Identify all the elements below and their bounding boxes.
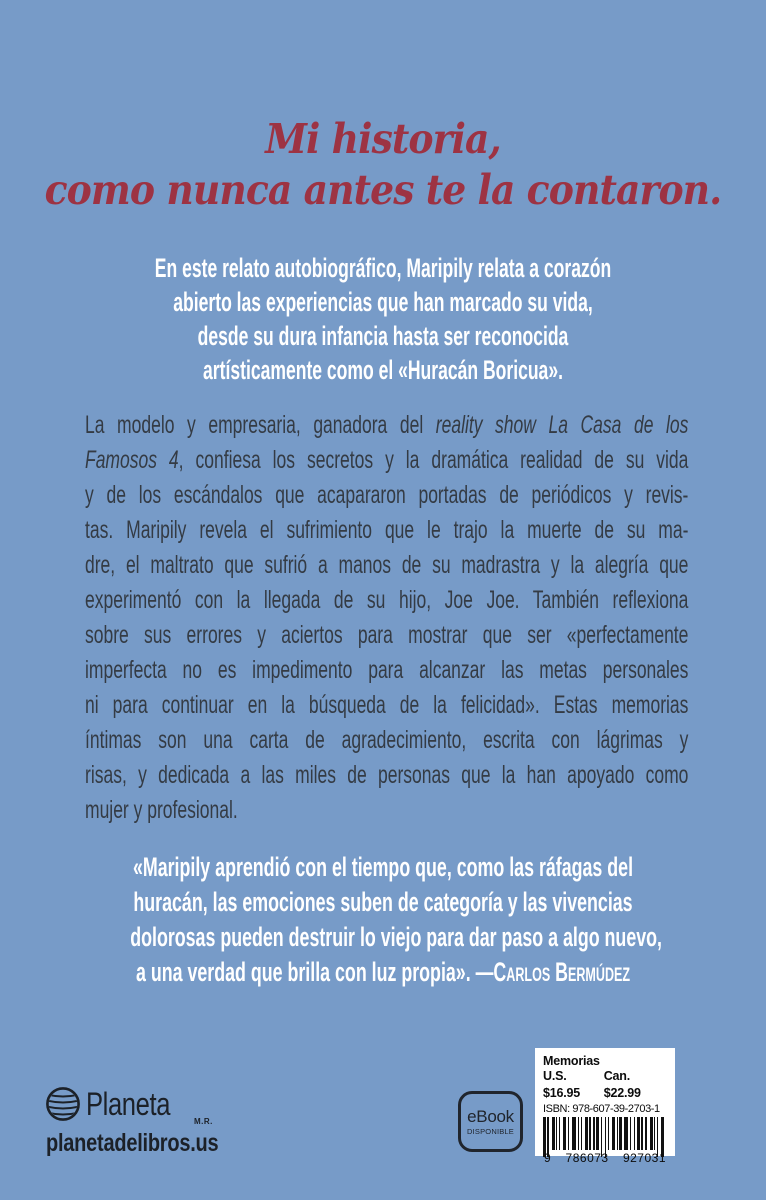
text-line: risas, y dedicada a las miles de personas que la han apoyado como bbox=[85, 761, 689, 789]
ebook-badge bbox=[458, 1091, 523, 1152]
text-line: En este relato autobiográfico, Maripily relata a corazón bbox=[154, 253, 612, 283]
text-line: tas. Maripily revela el sufrimiento que le trajo la muerte de su ma- bbox=[85, 516, 689, 544]
text-line: experimentó con la llegada de su hijo, Joe Joe. También reflexiona bbox=[85, 586, 689, 614]
barcode-bar bbox=[617, 1117, 618, 1150]
barcode-bar bbox=[589, 1117, 590, 1150]
barcode-bar bbox=[596, 1117, 599, 1150]
barcode-bar bbox=[624, 1117, 628, 1150]
text-line: abierto las experiencias que han marcado su vida, bbox=[173, 287, 593, 317]
barcode-bar bbox=[581, 1117, 582, 1150]
price-can: Can. $22.99 bbox=[603, 1069, 641, 1100]
intro-paragraph bbox=[0, 251, 766, 387]
price-us: U.S. $16.95 bbox=[543, 1069, 581, 1100]
publisher-website: planetadelibros.us bbox=[46, 1129, 219, 1157]
barcode-bar bbox=[634, 1117, 635, 1150]
barcode-digits bbox=[543, 1152, 667, 1164]
barcode-digit-lead: 9 bbox=[544, 1151, 552, 1165]
barcode-bar bbox=[556, 1117, 557, 1150]
pull-quote bbox=[0, 850, 766, 990]
isbn-label: ISBN: 978-607-39-2703-1 bbox=[543, 1103, 660, 1115]
barcode-bar bbox=[630, 1117, 631, 1150]
text-line: huracán, las emociones suben de categoría y las vivencias bbox=[133, 887, 633, 917]
barcode-bar bbox=[585, 1117, 588, 1150]
text-line: dolorosas pueden destruir lo viejo para dar paso a algo nuevo, bbox=[130, 922, 662, 952]
text-line: íntimas son una carta de agradecimiento, escrita con lágrimas y bbox=[85, 726, 689, 754]
barcode-digit-group2: 927031 bbox=[622, 1151, 666, 1165]
barcode-bar bbox=[559, 1117, 560, 1150]
tagline bbox=[0, 114, 766, 216]
barcode-bar bbox=[654, 1117, 655, 1150]
price-row bbox=[543, 1068, 667, 1102]
text-line: a una verdad que brilla con luz propia». —Carlos Bermúdez bbox=[135, 957, 631, 987]
text-line: ni para continuar en la búsqueda de la felicidad». Estas memorias bbox=[85, 691, 689, 719]
text-line: mujer y profesional. bbox=[85, 796, 238, 824]
text-line: Mi historia, bbox=[265, 115, 501, 163]
planeta-globe-icon bbox=[44, 1085, 82, 1123]
text-line: como nunca antes te la contaron. bbox=[44, 166, 722, 214]
text-line: artísticamente como el «Huracán Boricua». bbox=[203, 355, 563, 385]
body-paragraph bbox=[85, 408, 689, 828]
text-line: Famosos 4, confiesa los secretos y la dramática realidad de su vida bbox=[85, 446, 689, 474]
barcode-bar bbox=[637, 1117, 640, 1150]
barcode-bar bbox=[563, 1117, 566, 1150]
trademark-label: M.R. bbox=[194, 1117, 213, 1126]
text-line: sobre sus errores y aciertos para mostrar que ser «perfectamente bbox=[85, 621, 689, 649]
publisher-logo bbox=[44, 1084, 213, 1126]
barcode-bar bbox=[645, 1117, 646, 1150]
barcode-bar bbox=[578, 1117, 579, 1150]
barcode-bar bbox=[572, 1117, 576, 1150]
text-line: «Maripily aprendió con el tiempo que, como las ráfagas del bbox=[132, 852, 634, 882]
barcode-bar bbox=[593, 1117, 594, 1150]
text-line: La modelo y empresaria, ganadora del reality show La Casa de los bbox=[85, 411, 689, 439]
text-line: desde su dura infancia hasta ser reconocida bbox=[197, 321, 569, 351]
text-line: y de los escándalos que acapararon portadas de periódicos y revis- bbox=[85, 481, 689, 509]
text-line: imperfecta no es impedimento para alcanzar las metas personales bbox=[85, 656, 689, 684]
barcode-bar bbox=[641, 1117, 642, 1150]
barcode-bar bbox=[608, 1117, 609, 1150]
ebook-badge-subtitle: DISPONIBLE bbox=[466, 1126, 514, 1136]
barcode-bar bbox=[650, 1117, 653, 1150]
barcode-digit-group1: 786073 bbox=[565, 1151, 609, 1165]
category-label: Memorias bbox=[543, 1054, 600, 1068]
barcode-bar bbox=[612, 1117, 615, 1150]
barcode-bar bbox=[568, 1117, 569, 1150]
barcode-bar bbox=[552, 1117, 555, 1150]
ebook-badge-title: eBook bbox=[467, 1106, 514, 1126]
publisher-name: Planeta bbox=[86, 1085, 171, 1122]
barcode-bar bbox=[619, 1117, 622, 1150]
price-barcode-box bbox=[535, 1048, 675, 1165]
text-line: dre, el maltrato que sufrió a manos de su madrastra y la alegría que bbox=[85, 551, 689, 579]
